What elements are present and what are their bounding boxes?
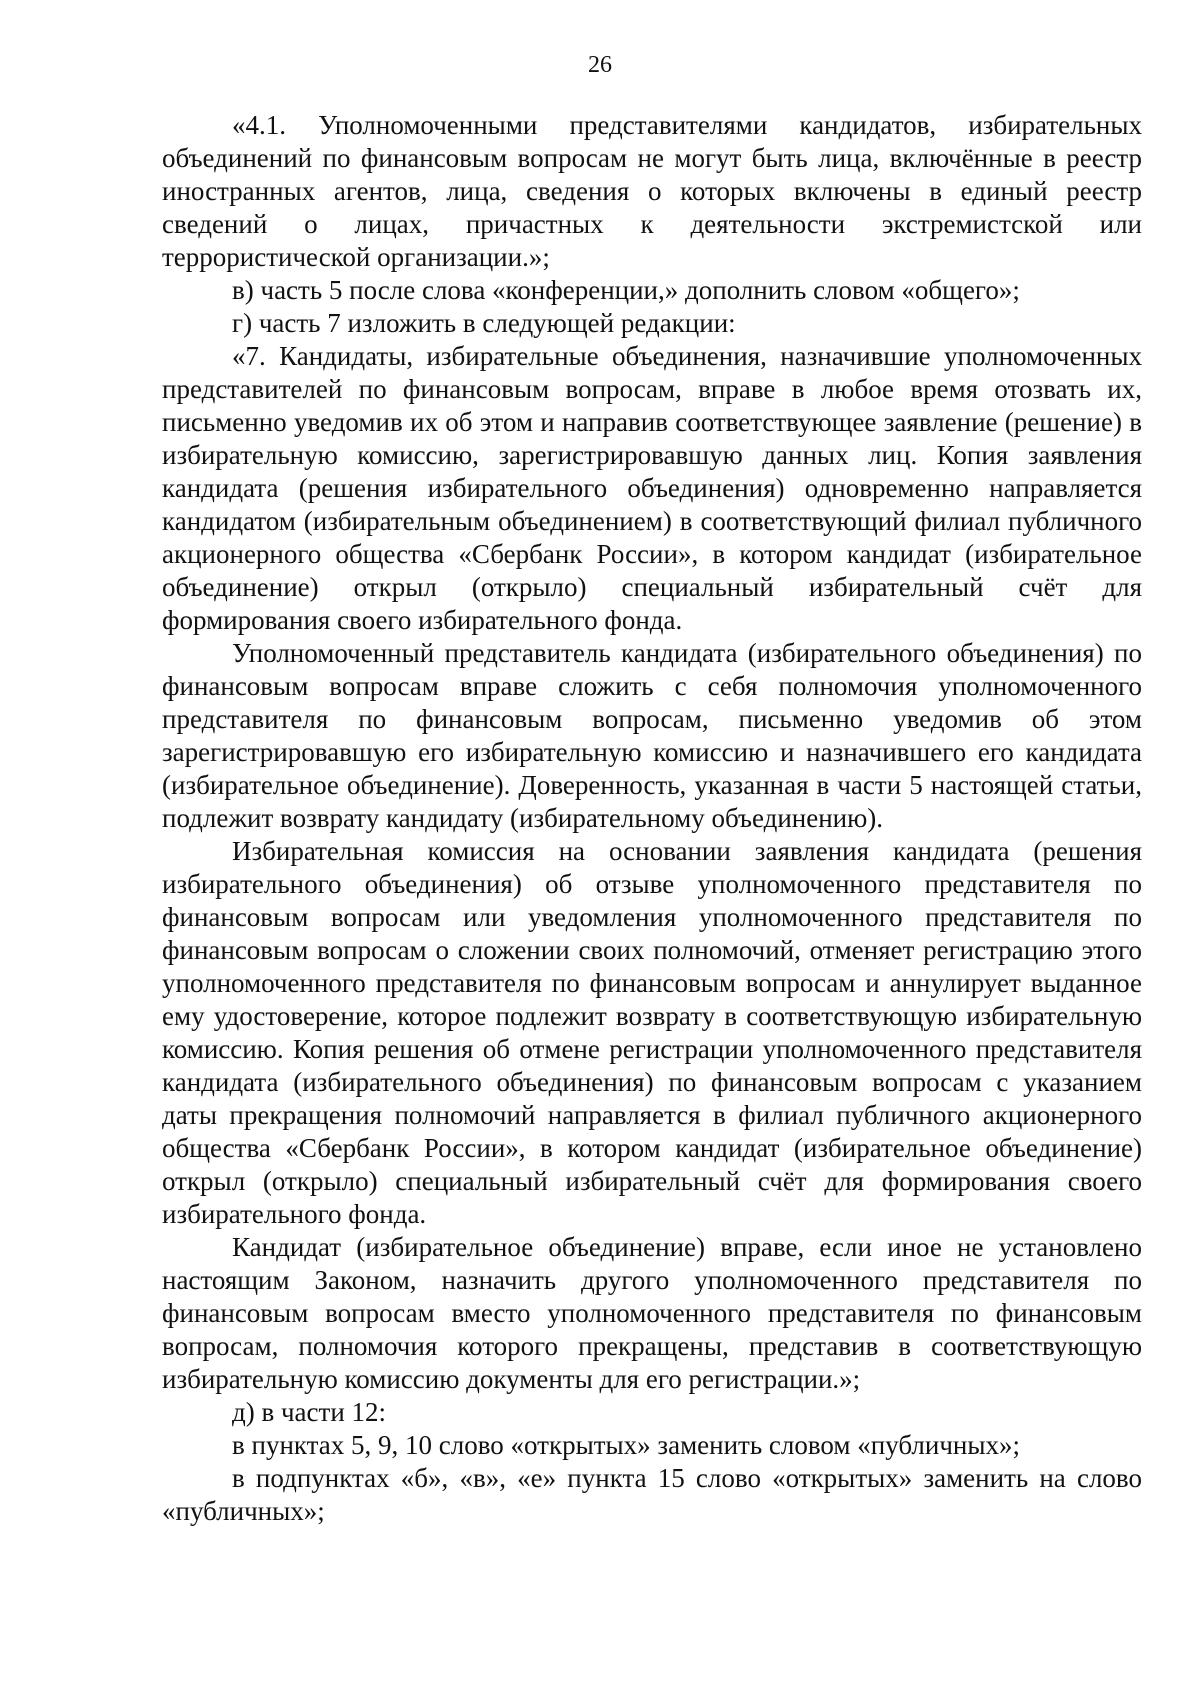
paragraph-resignation: Уполномоченный представитель кандидата (избирательного объединения) по финансовым вопросам вправе сложить с себя полномочия уполномоченного представителя по финансовым вопросам, письменно уведомив об этом зарегистрировавшую его избирательную комиссию и назначившего его кандидата (избирательное объединение). Доверенность, указанная в части 5 настоящей статьи, подлежит возврату кандидату (избирательному объединению).	[162, 638, 1142, 833]
paragraph-new-representative: Кандидат (избирательное объединение) вправе, если иное не установлено настоящим Законом, назначить другого уполномоченного представителя по финансовым вопросам вместо уполномоченного представителя по финансовым вопросам, полномочия которого прекращены, представив в соответствующую избирательную комиссию документы для его регистрации.»;	[162, 1232, 1142, 1394]
page-number: 26	[588, 52, 612, 78]
paragraph-commission: Избирательная комиссия на основании заявления кандидата (решения избирательного объединения) об отзыве уполномоченного представителя по финансовым вопросам или уведомления уполномоченного представителя по финансовым вопросам о сложении своих полномочий, отменяет регистрацию этого уполномоченного представителя по финансовым вопросам и аннулирует выданное ему удостоверение, которое подлежит возврату в соответствующую избирательную комиссию. Копия решения об отмене регистрации уполномоченного представителя кандидата (избирательного объединения) по финансовым вопросам с указанием даты прекращения полномочий направляется в филиал публичного акционерного общества «Сбербанк России», в котором кандидат (избирательное объединение) открыл (открыло) специальный избирательный счёт для формирования своего избирательного фонда.	[162, 836, 1142, 1229]
paragraph-4-1: «4.1. Уполномоченными представителями кандидатов, избирательных объединений по финансовым вопросам не могут быть лица, включённые в реестр иностранных агентов, лица, сведения о которых включены в единый реестр сведений о лицах, причастных к деятельности экстремистской или террористической организации.»;	[162, 110, 1142, 272]
document-body	[162, 109, 1142, 1528]
paragraph-item-d: д) в части 12:	[232, 1397, 387, 1427]
paragraph-part-7: «7. Кандидаты, избирательные объединения, назначившие уполномоченных представителей по финансовым вопросам, вправе в любое время отозвать их, письменно уведомив их об этом и направив соответствующее заявление (решение) в избирательную комиссию, зарегистрировавшую данных лиц. Копия заявления кандидата (решения избирательного объединения) одновременно направляется кандидатом (избирательным объединением) в соответствующий филиал публичного акционерного общества «Сбербанк России», в котором кандидат (избирательное объединение) открыл (открыло) специальный избирательный счёт для формирования своего избирательного фонда.	[162, 341, 1142, 635]
paragraph-item-v: в) часть 5 после слова «конференции,» дополнить словом «общего»;	[232, 275, 1020, 305]
paragraph-item-g: г) часть 7 изложить в следующей редакции:	[232, 308, 736, 338]
paragraph-points-5-9-10: в пунктах 5, 9, 10 слово «открытых» заменить словом «публичных»;	[232, 1430, 1021, 1460]
paragraph-subpoints-15: в подпунктах «б», «в», «е» пункта 15 слово «открытых» заменить на слово «публичных»;	[162, 1463, 1142, 1526]
